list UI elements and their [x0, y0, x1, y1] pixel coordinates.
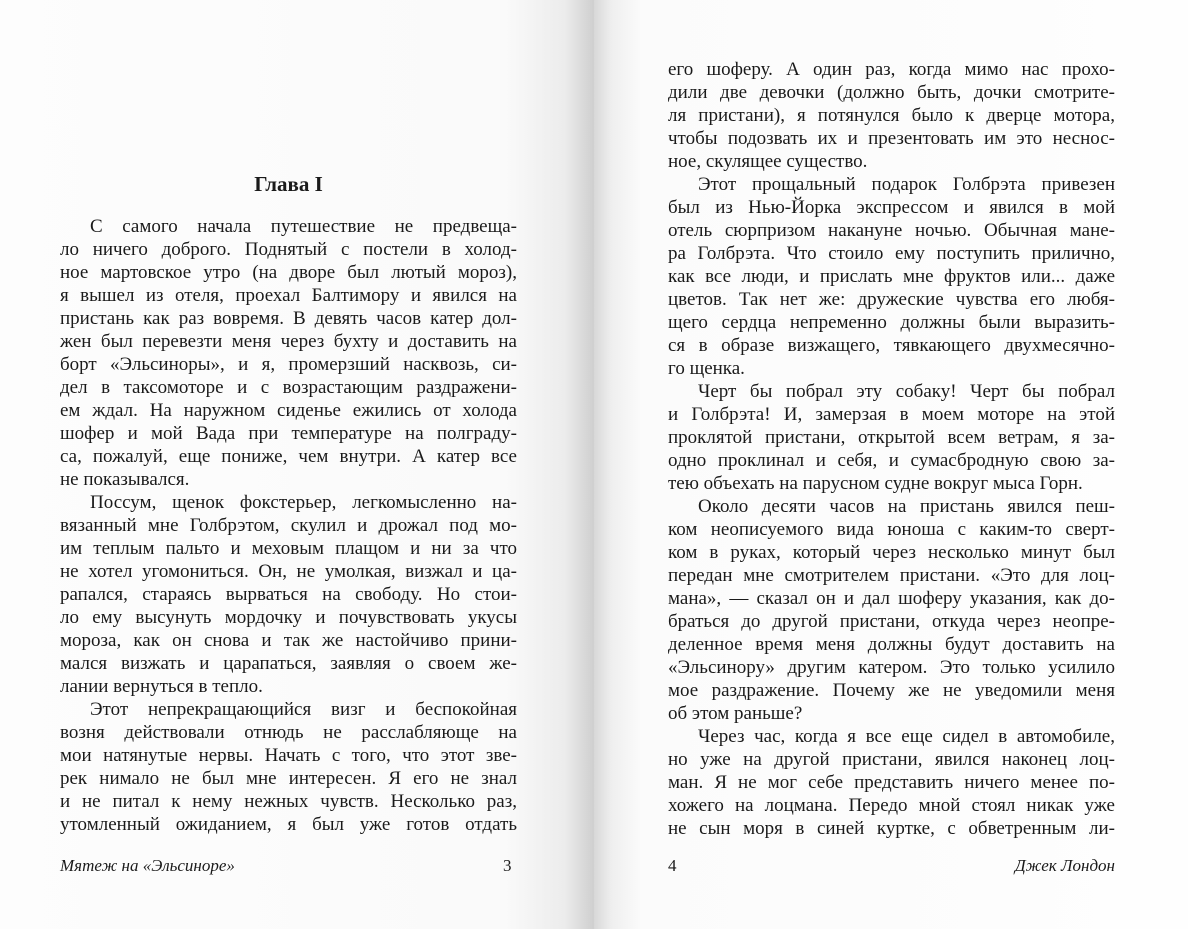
text-line: но уже на другой пристани, явился наконец лоц- [668, 749, 1115, 770]
text-line: Этот прощальный подарок Голбрэта привезен [698, 174, 1115, 195]
text-line: был из Нью-Йорка экспрессом и явился в мой [668, 197, 1115, 218]
text-line: рапался, стараясь вырваться на свободу. Но стои- [60, 584, 517, 605]
text-line: возня действовали отнюдь не расслабляюще на [60, 722, 517, 743]
text-line: мана», — сказал он и дал шоферу указания, как до- [668, 588, 1115, 609]
text-line: ся в образе визжащего, тявкающего двухмесячно- [668, 335, 1115, 356]
text-line: ком в руках, который через несколько минут был [668, 542, 1115, 563]
text-line: и Голбрэта! И, замерзая в моем моторе на этой [668, 404, 1115, 425]
text-line: мался визжать и царапаться, заявляя о своем же- [60, 653, 517, 674]
text-line: борт «Эльсиноры», и я, промерзший насквозь, си- [60, 354, 517, 375]
text-line: им теплым пальто и меховым плащом и ни за что [60, 538, 517, 559]
page-number: 3 [503, 856, 512, 875]
text-line: мои натянутые нервы. Начать с того, что этот зве- [60, 745, 517, 766]
text-line: отель сюрпризом накануне ночью. Обычная мане- [668, 220, 1115, 241]
text-line: дили две девочки (должно быть, дочки смотрите- [668, 82, 1115, 103]
text-line: дел в таксомоторе и с возрастающим раздражени- [60, 377, 517, 398]
text-line: ком неописуемого вида юноша с каким-то сверт- [668, 519, 1115, 540]
text-line: его шоферу. А один раз, когда мимо нас прохо- [668, 59, 1115, 80]
text-line: ман. Я не мог себе представить ничего менее по- [668, 772, 1115, 793]
paragraph [668, 725, 1115, 840]
paragraph [60, 215, 517, 491]
text-line: утомленный ожиданием, я был уже готов отдать [60, 814, 517, 835]
text-line: ем ждал. На наружном сиденье ежились от холода [60, 400, 517, 421]
paragraph [668, 495, 1115, 725]
text-line: жен был перевезти меня через бухту и доставить на [60, 331, 517, 352]
text-line: не сын моря в синей куртке, с обветренным ли- [668, 818, 1115, 839]
paragraph [60, 698, 517, 836]
text-line: как все люди, и прислать мне фруктов или... даже [668, 266, 1115, 287]
text-line: тею объехать на парусном судне вокруг мыса Горн. [668, 473, 1083, 494]
text-line: Этот непрекращающийся визг и беспокойная [90, 699, 517, 720]
text-line: деленное время меня должны будут доставить на [668, 634, 1115, 655]
text-line: цветов. Так нет же: дружеские чувства его любя- [668, 289, 1115, 310]
text-line: Около десяти часов на пристань явился пеш- [698, 496, 1115, 517]
text-line: ло ничего доброго. Поднятый с постели в холод- [60, 239, 517, 260]
text-line: ное, скулящее существо. [668, 151, 868, 172]
text-line: чтобы подозвать их и презентовать им это неснос- [668, 128, 1115, 149]
paragraph [668, 58, 1115, 173]
text-line: не показывался. [60, 469, 190, 490]
text-line: Через час, когда я все еще сидел в автомобиле, [698, 726, 1115, 747]
paragraph [668, 173, 1115, 380]
text-line: са, пожалуй, еще пониже, чем внутри. А катер все [60, 446, 517, 467]
text-line: об этом раньше? [668, 703, 803, 724]
paragraph [60, 491, 517, 698]
text-line: Черт бы побрал эту собаку! Черт бы побрал [698, 381, 1115, 402]
text-line: «Эльсинору» другим катером. Это только усилило [668, 657, 1115, 678]
chapter-title: Глава I [254, 172, 323, 196]
text-line: передан мне смотрителем пристани. «Это для лоц- [668, 565, 1115, 586]
text-line: ло ему высунуть мордочку и почувствовать укусы [60, 607, 517, 628]
page-number: 4 [668, 856, 677, 875]
right-page [594, 0, 1188, 929]
text-line: мое раздражение. Почему же не уведомили меня [668, 680, 1115, 701]
text-line: щего сердца непременно должны были выразить- [668, 312, 1115, 333]
text-line: хожего на лоцмана. Передо мной стоял никак уже [668, 795, 1115, 816]
text-line: ра Голбрэта. Что стоило ему поступить прилично, [668, 243, 1115, 264]
text-line: мороза, как он снова и так же настойчиво прини- [60, 630, 517, 651]
left-page-text [60, 215, 517, 836]
text-line: рек нимало не был мне интересен. Я его не знал [60, 768, 517, 789]
text-line: и не питал к нему нежных чувств. Несколько раз, [60, 791, 517, 812]
text-line: не хотел угомониться. Он, не умолкая, визжал и ца- [60, 561, 517, 582]
right-page-text [668, 58, 1115, 840]
running-footer-author: Джек Лондон [1014, 856, 1115, 875]
text-line: шофер и мой Вада при температуре на полграду- [60, 423, 517, 444]
text-line: лании вернуться в тепло. [60, 676, 263, 697]
text-line: я вышел из отеля, проехал Балтимору и явился на [60, 285, 517, 306]
text-line: ля пристани), я потянулся было к дверце мотора, [668, 105, 1115, 126]
text-line: го щенка. [668, 358, 745, 379]
text-line: Поссум, щенок фокстерьер, легкомысленно на- [90, 492, 517, 513]
text-line: браться до другой пристани, откуда через неопре- [668, 611, 1115, 632]
text-line: пристань как раз вовремя. В девять часов катер дол- [60, 308, 517, 329]
text-line: С самого начала путешествие не предвеща- [90, 216, 517, 237]
text-line: проклятой пристани, открытой всем ветрам, я за- [668, 427, 1115, 448]
text-line: ное мартовское утро (на дворе был лютый мороз), [60, 262, 517, 283]
text-line: вязанный мне Голбрэтом, скулил и дрожал под мо- [60, 515, 517, 536]
paragraph [668, 380, 1115, 495]
running-footer-book-title: Мятеж на «Эльсиноре» [60, 856, 235, 875]
text-line: одно проклинал и себя, и сумасбродную свою за- [668, 450, 1115, 471]
